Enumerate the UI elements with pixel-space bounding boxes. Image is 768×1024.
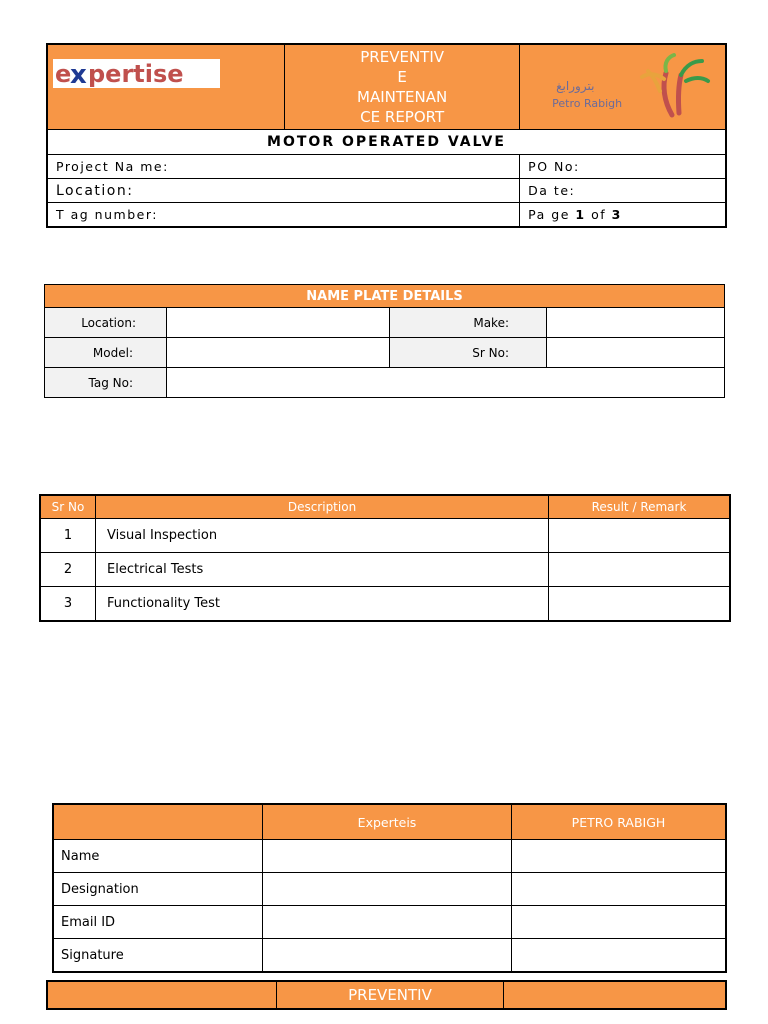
row-result[interactable]	[549, 553, 731, 587]
report-title-line-4: CE REPORT	[360, 108, 445, 126]
signoff-designation-label: Designation	[53, 873, 263, 906]
signoff-table	[52, 803, 727, 973]
col-header-description: Description	[96, 495, 549, 519]
row-srno: 1	[40, 519, 96, 553]
report-header	[46, 43, 727, 228]
form-title: MOTOR OPERATED VALVE	[47, 130, 726, 155]
palm-emblem-icon	[634, 51, 714, 121]
table-row	[53, 873, 726, 906]
location-label: Location:	[47, 179, 520, 203]
client-logo-arabic: بترورابغ	[556, 79, 595, 93]
report-title-line-2: E	[397, 68, 407, 86]
next-page-logo-cell	[47, 981, 277, 1009]
row-description: Electrical Tests	[96, 553, 549, 587]
signoff-signature-petro-rabigh[interactable]	[512, 939, 727, 973]
svg-text:pertise: pertise	[88, 60, 184, 88]
client-logo-text: Petro Rabigh	[552, 97, 623, 110]
row-result[interactable]	[549, 519, 731, 553]
np-srno-value[interactable]	[547, 338, 725, 368]
signoff-designation-experteis[interactable]	[263, 873, 512, 906]
page-current: 1	[575, 207, 586, 222]
next-page-title: PREVENTIV	[277, 981, 504, 1009]
petro-rabigh-logo	[550, 51, 710, 123]
np-make-value[interactable]	[547, 308, 725, 338]
report-title-line-3: MAINTENAN	[357, 88, 448, 106]
np-location-label: Location:	[45, 308, 167, 338]
client-logo-cell	[520, 44, 726, 130]
page-indicator	[520, 203, 726, 228]
inspection-table	[39, 494, 731, 622]
svg-text:x: x	[70, 60, 87, 88]
signoff-name-experteis[interactable]	[263, 840, 512, 873]
col-header-srno: Sr No	[40, 495, 96, 519]
signoff-email-petro-rabigh[interactable]	[512, 906, 727, 939]
name-plate-table	[44, 284, 725, 398]
row-srno: 2	[40, 553, 96, 587]
expertise-logo-graphic	[53, 59, 220, 88]
next-page-client-cell	[504, 981, 727, 1009]
np-tag-value[interactable]	[167, 368, 725, 398]
np-location-value[interactable]	[167, 308, 390, 338]
table-row	[53, 840, 726, 873]
expertise-logo	[53, 59, 220, 88]
report-title-cell	[285, 44, 520, 130]
page-total: 3	[611, 207, 622, 222]
report-title-line-1: PREVENTIV	[360, 48, 445, 66]
table-row	[40, 553, 730, 587]
page-of: of	[585, 207, 612, 222]
signoff-name-label: Name	[53, 840, 263, 873]
signoff-email-experteis[interactable]	[263, 906, 512, 939]
row-result[interactable]	[549, 587, 731, 622]
table-row	[53, 939, 726, 973]
table-row	[40, 519, 730, 553]
np-tag-label: Tag No:	[45, 368, 167, 398]
signoff-designation-petro-rabigh[interactable]	[512, 873, 727, 906]
signoff-signature-label: Signature	[53, 939, 263, 973]
row-srno: 3	[40, 587, 96, 622]
signoff-header-blank	[53, 804, 263, 840]
signoff-email-label: Email ID	[53, 906, 263, 939]
row-description: Functionality Test	[96, 587, 549, 622]
np-model-label: Model:	[45, 338, 167, 368]
col-header-result: Result / Remark	[549, 495, 731, 519]
tag-number-label: T ag number:	[47, 203, 520, 228]
signoff-header-petro-rabigh: PETRO RABIGH	[512, 804, 727, 840]
page-prefix: Pa ge	[528, 207, 576, 222]
signoff-signature-experteis[interactable]	[263, 939, 512, 973]
project-name-label: Project Na me:	[47, 155, 520, 179]
np-srno-label: Sr No:	[390, 338, 547, 368]
table-row	[53, 906, 726, 939]
name-plate-title: NAME PLATE DETAILS	[45, 285, 725, 308]
np-make-label: Make:	[390, 308, 547, 338]
svg-text:e: e	[55, 60, 72, 88]
date-label: Da te:	[520, 179, 726, 203]
po-number-label: PO No:	[520, 155, 726, 179]
next-page-header	[46, 980, 727, 1010]
signoff-name-petro-rabigh[interactable]	[512, 840, 727, 873]
table-row	[40, 587, 730, 622]
np-model-value[interactable]	[167, 338, 390, 368]
row-description: Visual Inspection	[96, 519, 549, 553]
company-logo-cell	[47, 44, 285, 130]
signoff-header-experteis: Experteis	[263, 804, 512, 840]
